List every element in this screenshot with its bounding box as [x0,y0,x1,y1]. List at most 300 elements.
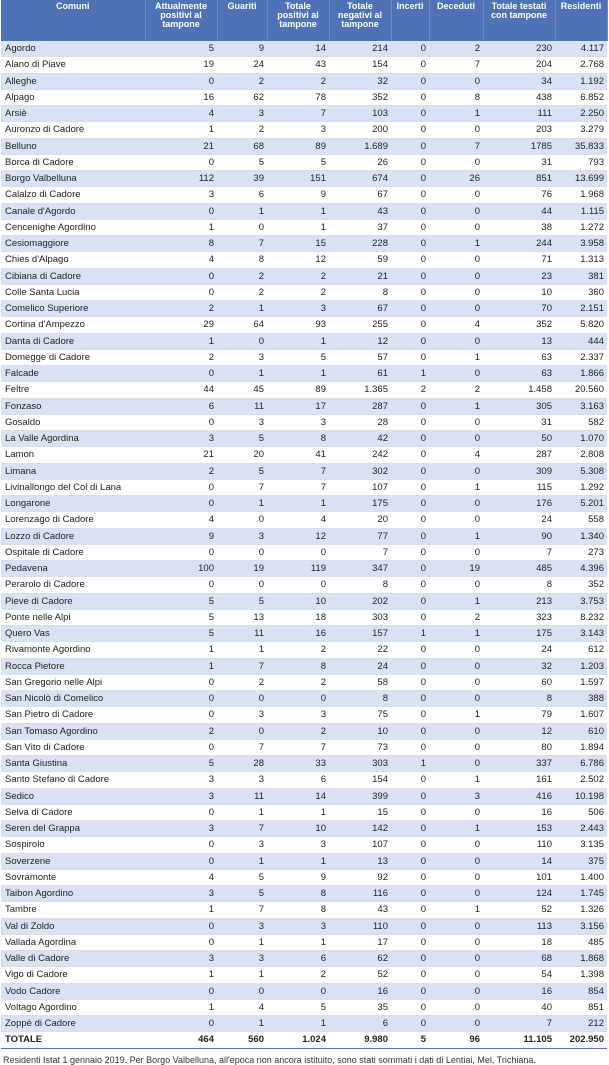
cell-guariti: 2 [217,284,267,300]
cell-guariti: 11 [217,788,267,804]
cell-attualmente-positivi: 0 [145,154,217,170]
cell-totale-negativi: 77 [329,528,391,544]
cell-comune: Seren del Grappa [1,821,145,837]
table-row [1,934,607,950]
cell-deceduti: 1 [429,398,483,414]
cell-comune: Agordo [1,41,145,57]
cell-totale-negativi: 303 [329,756,391,772]
cell-totale-negativi: 175 [329,496,391,512]
cell-attualmente-positivi: 16 [145,89,217,105]
total-negativi: 9.980 [329,1032,391,1048]
cell-totale-positivi: 14 [267,41,329,57]
header-residenti: Residenti [555,0,607,41]
cell-totale-positivi: 0 [267,691,329,707]
cell-guariti: 7 [217,739,267,755]
cell-deceduti: 0 [429,804,483,820]
cell-incerti: 0 [391,788,429,804]
cell-attualmente-positivi: 0 [145,934,217,950]
cell-incerti: 0 [391,561,429,577]
cell-comune: Limana [1,463,145,479]
cell-totale-positivi: 33 [267,756,329,772]
cell-attualmente-positivi: 1 [145,658,217,674]
cell-incerti: 0 [391,723,429,739]
cell-totale-testati: 175 [483,626,555,642]
table-row [1,268,607,284]
table-row [1,902,607,918]
cell-residenti: 1.400 [555,869,607,885]
cell-comune: Danta di Cadore [1,333,145,349]
table-row [1,512,607,528]
cell-totale-positivi: 12 [267,528,329,544]
cell-residenti: 1.115 [555,203,607,219]
cell-totale-positivi: 14 [267,788,329,804]
cell-totale-negativi: 61 [329,366,391,382]
cell-guariti: 2 [217,674,267,690]
cell-guariti: 24 [217,57,267,73]
cell-totale-testati: 71 [483,252,555,268]
cell-comune: Cencenighe Agordino [1,219,145,235]
cell-guariti: 7 [217,658,267,674]
cell-totale-positivi: 2 [267,642,329,658]
cell-incerti: 0 [391,496,429,512]
cell-guariti: 1 [217,934,267,950]
cell-guariti: 0 [217,577,267,593]
cell-totale-testati: 38 [483,219,555,235]
cell-residenti: 610 [555,723,607,739]
cell-guariti: 5 [217,154,267,170]
cell-totale-testati: 287 [483,447,555,463]
cell-totale-negativi: 8 [329,284,391,300]
cell-residenti: 1.203 [555,658,607,674]
cell-residenti: 485 [555,934,607,950]
cell-residenti: 854 [555,983,607,999]
cell-guariti: 0 [217,512,267,528]
cell-incerti: 0 [391,691,429,707]
table-row [1,317,607,333]
cell-deceduti: 0 [429,739,483,755]
cell-attualmente-positivi: 0 [145,544,217,560]
cell-totale-positivi: 7 [267,463,329,479]
cell-totale-positivi: 8 [267,902,329,918]
cell-totale-positivi: 5 [267,999,329,1015]
cell-comune: Santo Stefano di Cadore [1,772,145,788]
cell-totale-positivi: 18 [267,609,329,625]
cell-totale-negativi: 347 [329,561,391,577]
table-row [1,739,607,755]
cell-residenti: 2.151 [555,301,607,317]
cell-deceduti: 1 [429,593,483,609]
cell-incerti: 0 [391,983,429,999]
cell-totale-testati: 50 [483,431,555,447]
cell-totale-testati: 90 [483,528,555,544]
cell-guariti: 5 [217,869,267,885]
footnote: Residenti Istat 1 gennaio 2019. Per Borgo Valbelluna, all'epoca non ancora istituito, sono stati sommati i dati di Lentiai, Mel, Trichiana. [3,1054,536,1065]
cell-guariti: 45 [217,382,267,398]
cell-totale-testati: 32 [483,658,555,674]
cell-guariti: 1 [217,203,267,219]
cell-deceduti: 1 [429,528,483,544]
cell-comune: Arsiè [1,106,145,122]
cell-totale-testati: 31 [483,414,555,430]
cell-guariti: 3 [217,414,267,430]
cell-incerti: 1 [391,626,429,642]
cell-deceduti: 7 [429,138,483,154]
cell-totale-testati: 851 [483,171,555,187]
cell-comune: Ospitale di Cadore [1,544,145,560]
table-row [1,398,607,414]
table-row [1,853,607,869]
cell-guariti: 0 [217,544,267,560]
cell-totale-testati: 23 [483,268,555,284]
cell-incerti: 0 [391,512,429,528]
cell-totale-positivi: 3 [267,918,329,934]
cell-deceduti: 0 [429,886,483,902]
cell-deceduti: 0 [429,723,483,739]
total-incerti: 5 [391,1032,429,1048]
cell-totale-negativi: 67 [329,301,391,317]
cell-deceduti: 0 [429,837,483,853]
cell-incerti: 0 [391,951,429,967]
cell-incerti: 0 [391,138,429,154]
cell-totale-negativi: 59 [329,252,391,268]
cell-deceduti: 0 [429,414,483,430]
cell-totale-negativi: 214 [329,41,391,57]
cell-totale-positivi: 1 [267,853,329,869]
cell-attualmente-positivi: 19 [145,57,217,73]
table-row [1,73,607,89]
cell-totale-positivi: 7 [267,479,329,495]
table-row [1,252,607,268]
cell-totale-testati: 111 [483,106,555,122]
cell-comune: Lozzo di Cadore [1,528,145,544]
cell-incerti: 0 [391,707,429,723]
cell-incerti: 0 [391,837,429,853]
cell-totale-testati: 305 [483,398,555,414]
cell-deceduti: 0 [429,658,483,674]
cell-totale-negativi: 303 [329,609,391,625]
cell-residenti: 352 [555,577,607,593]
cell-totale-positivi: 5 [267,154,329,170]
cell-attualmente-positivi: 44 [145,382,217,398]
cell-totale-testati: 12 [483,723,555,739]
cell-attualmente-positivi: 29 [145,317,217,333]
cell-deceduti: 0 [429,983,483,999]
cell-residenti: 1.292 [555,479,607,495]
cell-attualmente-positivi: 0 [145,268,217,284]
cell-incerti: 0 [391,187,429,203]
cell-totale-testati: 176 [483,496,555,512]
cell-totale-negativi: 15 [329,804,391,820]
cell-totale-positivi: 2 [267,268,329,284]
cell-comune: Cortina d'Ampezzo [1,317,145,333]
cell-incerti: 0 [391,447,429,463]
cell-guariti: 5 [217,593,267,609]
cell-residenti: 375 [555,853,607,869]
cell-comune: La Valle Agordina [1,431,145,447]
table-row [1,691,607,707]
cell-residenti: 3.135 [555,837,607,853]
cell-totale-testati: 1785 [483,138,555,154]
cell-deceduti: 7 [429,57,483,73]
cell-totale-positivi: 6 [267,951,329,967]
cell-totale-negativi: 16 [329,983,391,999]
cell-attualmente-positivi: 0 [145,577,217,593]
cell-deceduti: 1 [429,106,483,122]
cell-totale-negativi: 107 [329,837,391,853]
cell-residenti: 1.894 [555,739,607,755]
cell-guariti: 7 [217,821,267,837]
cell-guariti: 3 [217,951,267,967]
cell-attualmente-positivi: 0 [145,414,217,430]
cell-residenti: 3.279 [555,122,607,138]
cell-totale-testati: 352 [483,317,555,333]
table-row [1,463,607,479]
cell-attualmente-positivi: 0 [145,707,217,723]
cell-guariti: 62 [217,89,267,105]
cell-incerti: 0 [391,171,429,187]
cell-totale-positivi: 12 [267,252,329,268]
total-deceduti: 96 [429,1032,483,1048]
cell-guariti: 3 [217,528,267,544]
cell-comune: Domegge di Cadore [1,349,145,365]
cell-guariti: 7 [217,479,267,495]
cell-guariti: 2 [217,122,267,138]
table-row [1,674,607,690]
cell-incerti: 0 [391,236,429,252]
cell-attualmente-positivi: 21 [145,138,217,154]
table-row [1,154,607,170]
cell-guariti: 8 [217,252,267,268]
cell-deceduti: 0 [429,674,483,690]
table-row [1,967,607,983]
cell-totale-testati: 323 [483,609,555,625]
cell-residenti: 6.786 [555,756,607,772]
cell-deceduti: 0 [429,203,483,219]
cell-totale-testati: 153 [483,821,555,837]
cell-totale-negativi: 399 [329,788,391,804]
cell-guariti: 7 [217,902,267,918]
cell-totale-testati: 13 [483,333,555,349]
cell-attualmente-positivi: 3 [145,821,217,837]
cell-totale-negativi: 8 [329,577,391,593]
cell-totale-negativi: 142 [329,821,391,837]
cell-deceduti: 4 [429,447,483,463]
table-row [1,122,607,138]
cell-guariti: 11 [217,398,267,414]
cell-totale-testati: 8 [483,691,555,707]
cell-comune: San Pietro di Cadore [1,707,145,723]
cell-incerti: 2 [391,382,429,398]
cell-totale-testati: 60 [483,674,555,690]
cell-totale-negativi: 287 [329,398,391,414]
cell-attualmente-positivi: 0 [145,739,217,755]
cell-totale-testati: 110 [483,837,555,853]
cell-residenti: 2.337 [555,349,607,365]
cell-incerti: 0 [391,869,429,885]
cell-guariti: 39 [217,171,267,187]
cell-totale-testati: 161 [483,772,555,788]
cell-deceduti: 0 [429,154,483,170]
cell-totale-testati: 7 [483,1016,555,1032]
cell-totale-positivi: 151 [267,171,329,187]
cell-attualmente-positivi: 3 [145,886,217,902]
cell-totale-positivi: 43 [267,57,329,73]
cell-residenti: 506 [555,804,607,820]
cell-incerti: 0 [391,219,429,235]
cell-deceduti: 26 [429,171,483,187]
cell-residenti: 4.117 [555,41,607,57]
cell-guariti: 3 [217,349,267,365]
cell-residenti: 1.968 [555,187,607,203]
cell-residenti: 6.852 [555,89,607,105]
cell-attualmente-positivi: 0 [145,804,217,820]
table-row [1,89,607,105]
cell-totale-negativi: 116 [329,886,391,902]
cell-incerti: 0 [391,398,429,414]
cell-totale-testati: 309 [483,463,555,479]
cell-attualmente-positivi: 5 [145,593,217,609]
cell-incerti: 0 [391,268,429,284]
cell-incerti: 0 [391,479,429,495]
cell-guariti: 1 [217,301,267,317]
cell-attualmente-positivi: 4 [145,869,217,885]
cell-comune: Sospirolo [1,837,145,853]
cell-residenti: 2.502 [555,772,607,788]
cell-residenti: 5.201 [555,496,607,512]
cell-guariti: 68 [217,138,267,154]
cell-attualmente-positivi: 2 [145,463,217,479]
cell-totale-testati: 10 [483,284,555,300]
cell-totale-negativi: 1.689 [329,138,391,154]
total-row [1,1032,607,1048]
table-row [1,301,607,317]
cell-totale-positivi: 1 [267,496,329,512]
cell-deceduti: 0 [429,577,483,593]
cell-deceduti: 0 [429,934,483,950]
cell-comune: Rocca Pietore [1,658,145,674]
header-incerti: Incerti [391,0,429,41]
cell-totale-testati: 76 [483,187,555,203]
cell-attualmente-positivi: 1 [145,902,217,918]
table-row [1,57,607,73]
cell-deceduti: 4 [429,317,483,333]
cell-residenti: 8.232 [555,609,607,625]
table-row [1,609,607,625]
cell-guariti: 3 [217,772,267,788]
cell-attualmente-positivi: 0 [145,674,217,690]
cell-residenti: 20.560 [555,382,607,398]
cell-comune: San Vito di Cadore [1,739,145,755]
cell-deceduti: 19 [429,561,483,577]
cell-guariti: 0 [217,983,267,999]
cell-guariti: 4 [217,999,267,1015]
table-row [1,983,607,999]
cell-attualmente-positivi: 1 [145,333,217,349]
cell-totale-testati: 80 [483,739,555,755]
cell-incerti: 0 [391,252,429,268]
cell-incerti: 0 [391,333,429,349]
cell-attualmente-positivi: 3 [145,788,217,804]
cell-deceduti: 0 [429,284,483,300]
cell-guariti: 13 [217,609,267,625]
cell-comune: Pieve di Cadore [1,593,145,609]
cell-totale-positivi: 1 [267,366,329,382]
cell-residenti: 2.768 [555,57,607,73]
cell-totale-negativi: 24 [329,658,391,674]
cell-residenti: 35.833 [555,138,607,154]
cell-totale-positivi: 5 [267,349,329,365]
cell-deceduti: 0 [429,122,483,138]
cell-incerti: 0 [391,414,429,430]
cell-comune: Comelico Superiore [1,301,145,317]
cell-comune: Canale d'Agordo [1,203,145,219]
cell-totale-testati: 52 [483,902,555,918]
table-row [1,138,607,154]
cell-attualmente-positivi: 1 [145,219,217,235]
cell-deceduti: 0 [429,999,483,1015]
cell-totale-testati: 70 [483,301,555,317]
cell-totale-testati: 44 [483,203,555,219]
cell-incerti: 0 [391,772,429,788]
cell-comune: Selva di Cadore [1,804,145,820]
cell-residenti: 273 [555,544,607,560]
cell-guariti: 3 [217,918,267,934]
cell-comune: Lorenzago di Cadore [1,512,145,528]
cell-totale-negativi: 17 [329,934,391,950]
cell-comune: Voltago Agordino [1,999,145,1015]
cell-residenti: 3.958 [555,236,607,252]
cell-comune: Alpago [1,89,145,105]
cell-deceduti: 2 [429,609,483,625]
cell-totale-testati: 244 [483,236,555,252]
header-totale-positivi: Totale positivi al tampone [267,0,329,41]
cell-deceduti: 1 [429,772,483,788]
cell-totale-negativi: 52 [329,967,391,983]
cell-deceduti: 1 [429,236,483,252]
cell-totale-positivi: 2 [267,73,329,89]
cell-totale-testati: 124 [483,886,555,902]
cell-deceduti: 0 [429,268,483,284]
cell-totale-positivi: 4 [267,512,329,528]
table-row [1,658,607,674]
cell-totale-positivi: 3 [267,301,329,317]
cell-incerti: 0 [391,999,429,1015]
cell-totale-negativi: 92 [329,869,391,885]
cell-guariti: 1 [217,1016,267,1032]
cell-totale-negativi: 21 [329,268,391,284]
cell-totale-testati: 230 [483,41,555,57]
cell-residenti: 1.597 [555,674,607,690]
cell-totale-testati: 24 [483,642,555,658]
cell-totale-negativi: 37 [329,219,391,235]
total-attualmente: 464 [145,1032,217,1048]
cell-incerti: 0 [391,853,429,869]
cell-attualmente-positivi: 3 [145,951,217,967]
cell-totale-testati: 63 [483,349,555,365]
cell-attualmente-positivi: 0 [145,479,217,495]
cell-incerti: 0 [391,544,429,560]
cell-guariti: 5 [217,431,267,447]
table-row [1,999,607,1015]
cell-totale-negativi: 26 [329,154,391,170]
cell-residenti: 1.607 [555,707,607,723]
cell-guariti: 6 [217,187,267,203]
cell-comune: Falcade [1,366,145,382]
cell-totale-testati: 68 [483,951,555,967]
cell-attualmente-positivi: 3 [145,431,217,447]
cell-attualmente-positivi: 21 [145,447,217,463]
cell-totale-positivi: 2 [267,284,329,300]
